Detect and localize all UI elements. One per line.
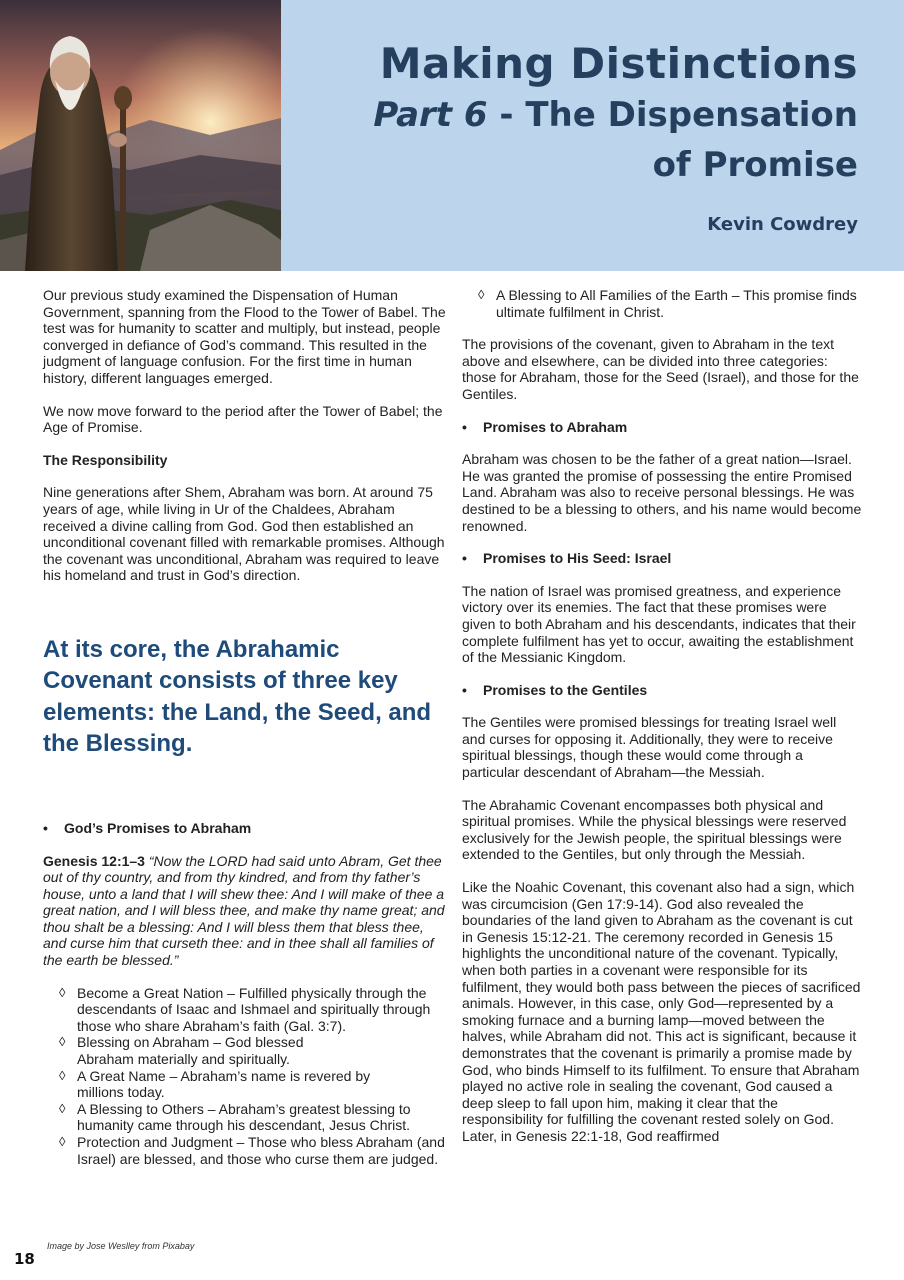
article-subtitle-line2: of Promise [652, 145, 858, 185]
promises-list-continued [478, 287, 862, 320]
left-column [43, 287, 447, 1167]
list-item: ◊ Protection and Judgment – Those who bless Abraham (and Israel) are blessed, and those who curse them are judged. [59, 1134, 445, 1167]
bullet-dot-icon: • [462, 418, 467, 435]
bullet-promises-to-abraham: • Promises to Abraham [462, 418, 628, 435]
list-item: ◊ Become a Great Nation – Fulfilled physically through the descendants of Isaac and Ishmael and spiritually through those who share Abraham’s faith (Gal. 3:7). [59, 984, 431, 1034]
responsibility-paragraph: Nine generations after Shem, Abraham was born. At around 75 years of age, while living in Ur of the Chaldees, Abraham received a divine calling from God. God then established an unconditional covenant filled with remarkable promises. Although the covenant was unconditional, Abraham was required to leave his homeland and trust in God’s direction. [43, 484, 445, 584]
genesis-verse [43, 853, 447, 969]
encompasses-paragraph: The Abrahamic Covenant encompasses both physical and spiritual promises. While the physical blessings were reserved exclusively for the Jewish people, the spiritual blessings were extended to the Gentiles, but only through the Messiah. [462, 796, 847, 863]
bullet-label: God’s Promises to Abraham [64, 819, 252, 836]
list-item: ◊ Blessing on Abraham – God blessed Abraham materially and spiritually. [59, 1034, 304, 1068]
diamond-icon: ◊ [59, 1134, 66, 1149]
pull-quote: At its core, the Abrahamic Covenant consists of three key elements: the Land, the Seed, and the Blessing. [43, 635, 432, 758]
author-name: Kevin Cowdrey [707, 214, 858, 235]
title-block [373, 38, 858, 235]
diamond-icon: ◊ [59, 1100, 66, 1116]
provisions-paragraph: The provisions of the covenant, given to Abraham in the text above and elsewhere, can be divided into three categories: those for Abraham, those for the Seed (Israel), and those for the Gentiles. [462, 336, 859, 402]
list-item: ◊ A Blessing to Others – Abraham’s greatest blessing to humanity came through his descendant, Jesus Christ. [59, 1100, 411, 1134]
bullet-dot-icon: • [43, 819, 48, 836]
article-subtitle-line [373, 90, 858, 140]
verse-reference: Genesis 12:1–3 [43, 852, 145, 869]
responsibility-heading: The Responsibility [43, 451, 168, 468]
promises-to-seed-text: The nation of Israel was promised greatness, and experience victory over its enemies. The fact that these promises were given to both Abraham and his descendants, indicates that their complete fulfilment has yet to occur, awaiting the establishment of the Messianic Kingdom. [462, 582, 856, 666]
diamond-icon: ◊ [59, 1067, 66, 1083]
intro-paragraph: Our previous study examined the Dispensation of Human Government, spanning from the Flood to the Tower of Babel. The test was for humanity to scatter and multiply, but instead, people converged in defiance of God’s command. This resulted in the judgment of language confusion. For the first time in human history, different languages emerged. [43, 287, 446, 386]
right-column [462, 287, 862, 1161]
noahic-covenant-paragraph: Like the Noahic Covenant, this covenant also had a sign, which was circumcision (Gen 17:9-14). God also revealed the boundaries of the land given to Abraham as the covenant is cut in Genesis 15:12-21. The ceremony recorded in Genesis 15 highlights the unconditional nature of the covenant. Typically, when both parties in a covenant were responsible for its fulfilment, they would both pass between the pieces of sacrificed animals. However, in this case, only God—represented by a smoking furnace and a burning lamp—moved between the halves, while Abraham did not. This act is significant, because it demonstrates that the covenant is primarily a promise made by God, who binds Himself to its fulfilment. To ensure that Abraham played no active role in sealing the covenant, God caused a deep sleep to fall upon him, making it clear that the responsibility for fulfilling the covenant rested solely on God. Later, in Genesis 22:1-18, God reaffirmed [462, 879, 861, 1144]
image-credit: Image by Jose Weslley from Pixabay [47, 1241, 195, 1251]
header-photo [0, 0, 281, 271]
header-banner [0, 0, 904, 271]
article-title: Making Distinctions [379, 39, 858, 88]
bullet-dot-icon: • [462, 550, 467, 567]
diamond-icon: ◊ [59, 1034, 66, 1050]
promises-to-abraham-text: Abraham was chosen to be the father of a great nation—Israel. He was granted the promise of possessing the entire Promised Land. Abraham was also to receive personal blessings. He was destined to be a blessing to others, and his name would become renowned. [462, 451, 862, 534]
bullet-promises-to-gentiles: • Promises to the Gentiles [462, 681, 648, 698]
elder-with-staff-image [0, 0, 281, 271]
subtitle-rest: - The Dispensation [487, 95, 858, 135]
bullet-promises-to-seed: • Promises to His Seed: Israel [462, 550, 672, 567]
bullet-gods-promises [43, 820, 447, 837]
diamond-icon: ◊ [478, 287, 485, 302]
verse-text: “Now the LORD had said unto Abram, Get thee out of thy country, and from thy kindred, and from thy father’s house, unto a land that I will shew thee: And I will make of thee a great nation, and I will bless thee, and make thy name great; and thou shalt be a blessing: And I will bless them that bless thee, and curse him that curseth thee: and in thee shall all families of the earth be blessed.” [43, 852, 445, 969]
age-of-promise-paragraph: We now move forward to the period after the Tower of Babel; the Age of Promise. [43, 402, 443, 436]
promises-list [59, 985, 447, 1168]
page-number: 18 [14, 1250, 35, 1268]
part-label: Part 6 [373, 95, 488, 135]
list-item: ◊ A Great Name – Abraham’s name is revered by millions today. [59, 1067, 371, 1101]
diamond-icon: ◊ [59, 984, 66, 1000]
bullet-dot-icon: • [462, 681, 467, 698]
promises-to-gentiles-text: The Gentiles were promised blessings for treating Israel well and curses for opposing it. Additionally, they were to receive spiritual blessings, though these would come through a particular descendant of Abraham—the Messiah. [462, 714, 837, 781]
list-item: ◊ A Blessing to All Families of the Earth – This promise finds ultimate fulfilment in Christ. [478, 287, 857, 320]
